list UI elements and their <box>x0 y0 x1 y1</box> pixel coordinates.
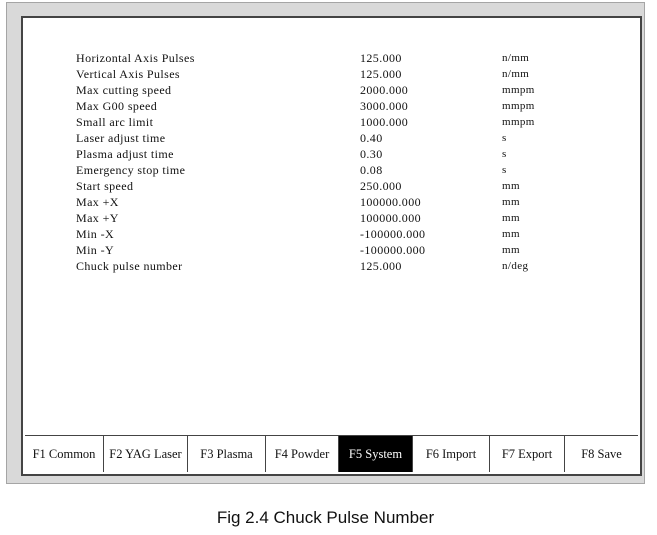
f6-import-button[interactable]: F6 Import <box>413 436 490 472</box>
param-value[interactable]: 250.000 <box>360 179 402 193</box>
param-value[interactable]: 1000.000 <box>360 115 409 129</box>
param-row-small-arc-limit[interactable] <box>76 114 616 130</box>
param-unit: s <box>502 164 507 176</box>
param-name: Max +X <box>76 195 119 209</box>
param-name: Max +Y <box>76 211 119 225</box>
param-value[interactable]: 0.40 <box>360 131 383 145</box>
param-value[interactable]: 100000.000 <box>360 195 421 209</box>
param-value[interactable]: 0.08 <box>360 163 383 177</box>
param-row-laser-adjust-time[interactable] <box>76 130 616 146</box>
param-unit: mmpm <box>502 84 535 96</box>
f7-export-button[interactable]: F7 Export <box>490 436 565 472</box>
param-unit: mmpm <box>502 116 535 128</box>
param-value[interactable]: 100000.000 <box>360 211 421 225</box>
param-name: Horizontal Axis Pulses <box>76 51 195 65</box>
param-row-horizontal-axis-pulses[interactable] <box>76 50 616 66</box>
param-row-chuck-pulse-number[interactable] <box>76 258 616 274</box>
param-value[interactable]: 3000.000 <box>360 99 409 113</box>
param-name: Max G00 speed <box>76 99 158 113</box>
param-row-vertical-axis-pulses[interactable] <box>76 66 616 82</box>
param-unit: mm <box>502 196 520 208</box>
param-name: Emergency stop time <box>76 163 186 177</box>
param-name: Vertical Axis Pulses <box>76 67 180 81</box>
param-unit: mm <box>502 228 520 240</box>
display-frame <box>6 2 645 484</box>
param-unit: s <box>502 148 507 160</box>
param-row-max-plus-y[interactable] <box>76 210 616 226</box>
f2-yag-laser-button[interactable]: F2 YAG Laser <box>104 436 188 472</box>
param-name: Max cutting speed <box>76 83 172 97</box>
param-unit: mm <box>502 244 520 256</box>
param-value[interactable]: 125.000 <box>360 67 402 81</box>
f8-save-button[interactable]: F8 Save <box>565 436 638 472</box>
param-unit: s <box>502 132 507 144</box>
param-unit: mmpm <box>502 100 535 112</box>
param-name: Plasma adjust time <box>76 147 174 161</box>
param-name: Chuck pulse number <box>76 259 183 273</box>
param-name: Start speed <box>76 179 134 193</box>
param-name: Small arc limit <box>76 115 154 129</box>
param-row-max-g00-speed[interactable] <box>76 98 616 114</box>
parameter-list <box>76 50 616 274</box>
param-row-max-plus-x[interactable] <box>76 194 616 210</box>
param-unit: n/deg <box>502 260 529 272</box>
param-value[interactable]: 125.000 <box>360 51 402 65</box>
param-unit: n/mm <box>502 52 530 64</box>
param-value[interactable]: -100000.000 <box>360 243 426 257</box>
system-parameters-screen <box>21 16 642 476</box>
param-value[interactable]: 2000.000 <box>360 83 409 97</box>
f5-system-button[interactable]: F5 System <box>339 436 413 472</box>
function-key-bar <box>25 435 638 472</box>
f1-common-button[interactable]: F1 Common <box>25 436 104 472</box>
param-value[interactable]: -100000.000 <box>360 227 426 241</box>
figure-caption: Fig 2.4 Chuck Pulse Number <box>216 508 435 527</box>
param-value[interactable]: 125.000 <box>360 259 402 273</box>
param-row-max-cutting-speed[interactable] <box>76 82 616 98</box>
param-row-min-minus-y[interactable] <box>76 242 616 258</box>
param-name: Min -Y <box>76 243 115 257</box>
param-value[interactable]: 0.30 <box>360 147 383 161</box>
f3-plasma-button[interactable]: F3 Plasma <box>188 436 266 472</box>
param-unit: mm <box>502 212 520 224</box>
param-unit: n/mm <box>502 68 530 80</box>
param-row-start-speed[interactable] <box>76 178 616 194</box>
param-row-plasma-adjust-time[interactable] <box>76 146 616 162</box>
param-name: Laser adjust time <box>76 131 166 145</box>
param-row-emergency-stop-time[interactable] <box>76 162 616 178</box>
param-name: Min -X <box>76 227 115 241</box>
param-row-min-minus-x[interactable] <box>76 226 616 242</box>
f4-powder-button[interactable]: F4 Powder <box>266 436 339 472</box>
param-unit: mm <box>502 180 520 192</box>
